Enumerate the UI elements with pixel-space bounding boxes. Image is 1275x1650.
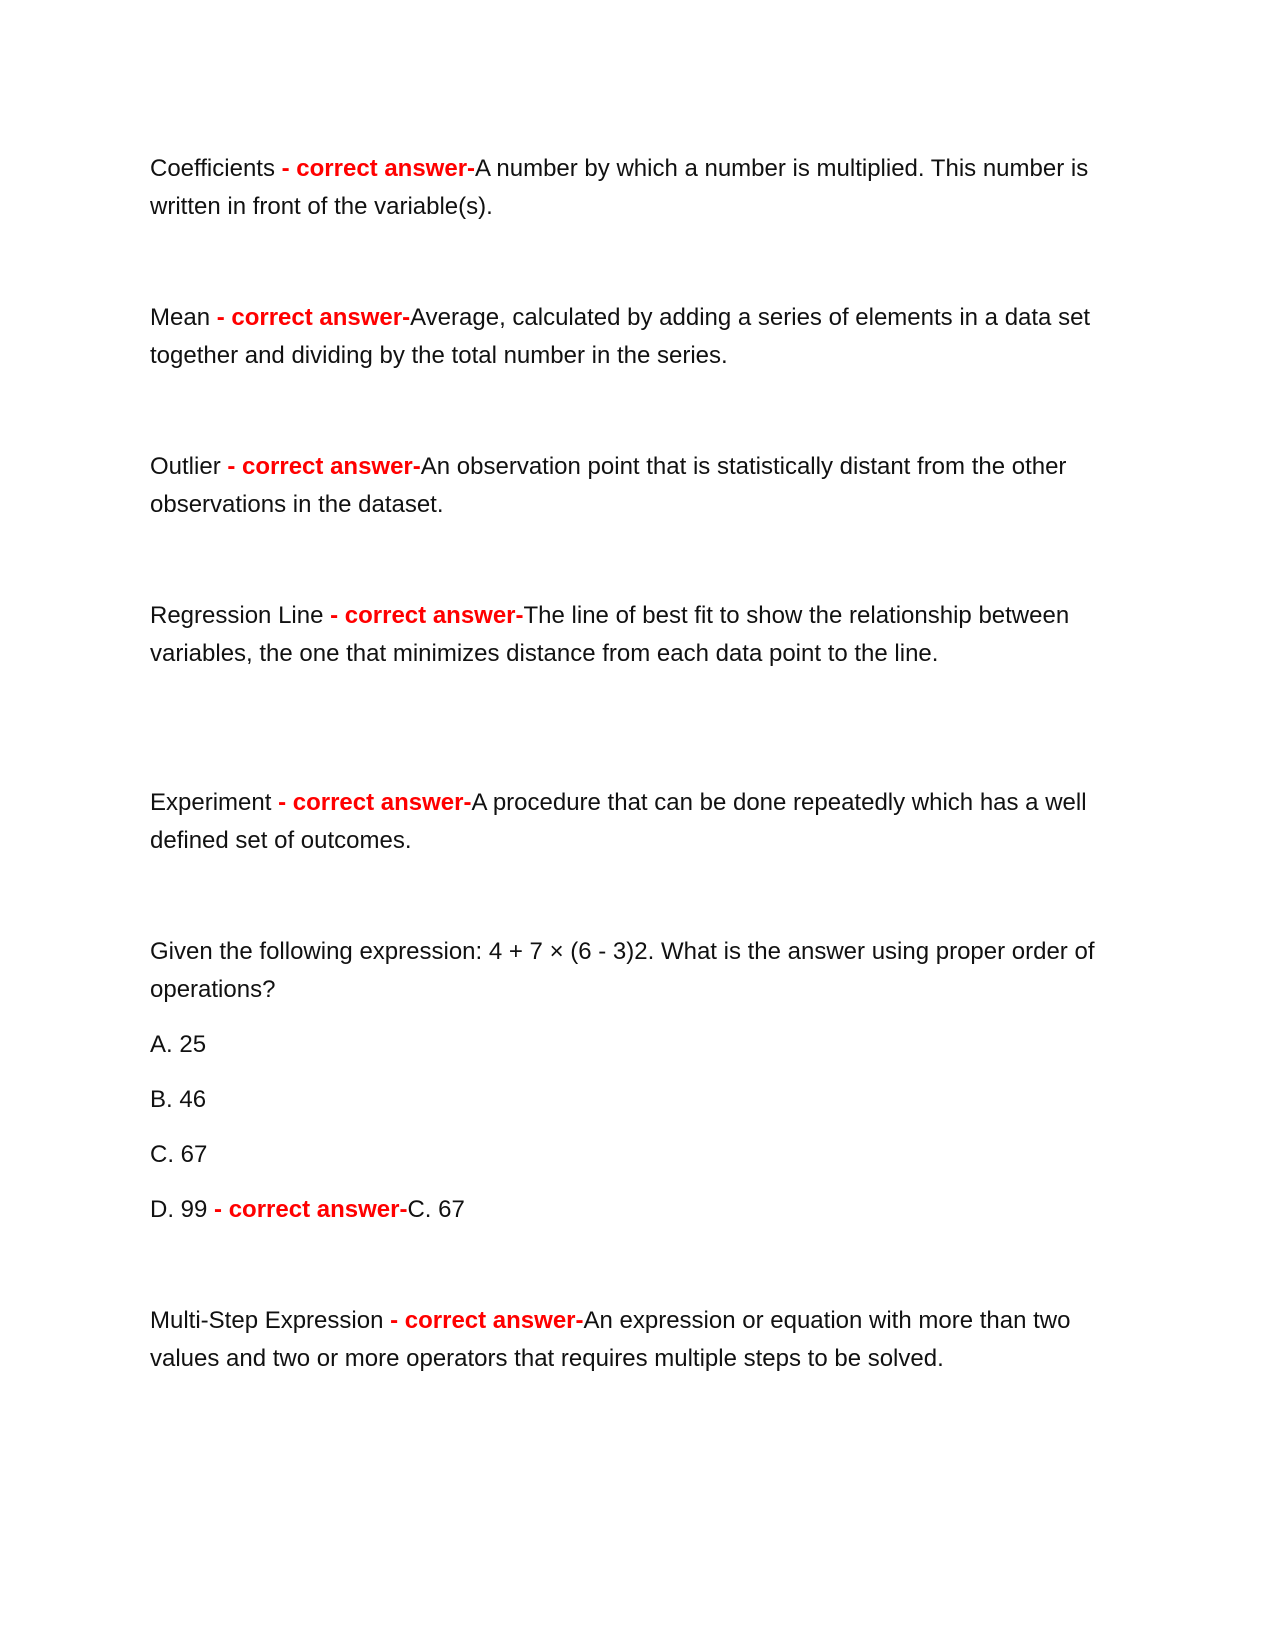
term: Outlier: [150, 453, 228, 480]
definition: The line of best fit to show the relationship between variables, the one that minimizes distance from each data point to the line.: [150, 602, 1070, 667]
flashcard-regression-line: [150, 597, 1140, 673]
definition: An observation point that is statistically distant from the other observations in the dataset.: [150, 453, 1067, 518]
flashcard-mean: [150, 299, 1140, 375]
term: Regression Line: [150, 602, 331, 629]
option-d-with-answer: [150, 1191, 465, 1229]
flashcard-experiment: [150, 784, 1140, 860]
flashcard-outlier: [150, 448, 1140, 524]
term: Coefficients: [150, 155, 282, 182]
term: Mean: [150, 304, 217, 331]
answer-marker: - correct answer-: [278, 789, 472, 816]
definition: Average, calculated by adding a series of elements in a data set together and dividing by the total number in the series.: [150, 304, 1091, 369]
flashcard-coefficients: [150, 150, 1140, 226]
answer-marker: - correct answer-: [390, 1307, 584, 1334]
definition: An expression or equation with more than two values and two or more operators that requires multiple steps to be solved.: [150, 1307, 1071, 1372]
flashcard-multi-step-expression: [150, 1302, 1140, 1378]
option-c: C. 67: [150, 1141, 208, 1168]
answer-marker: - correct answer-: [330, 602, 524, 629]
option-d: D. 99: [150, 1196, 215, 1223]
definition: A number by which a number is multiplied. This number is written in front of the variable(s).: [150, 155, 1089, 220]
answer-marker: - correct answer-: [281, 155, 476, 182]
option-b: B. 46: [150, 1086, 207, 1113]
answer-marker: - correct answer-: [216, 304, 411, 331]
option-a: A. 25: [150, 1031, 207, 1058]
question-text: Given the following expression: 4 + 7 × (6 - 3)2. What is the answer using proper order of operations?: [150, 938, 1095, 1003]
answer-marker: - correct answer-: [214, 1196, 408, 1223]
answer-marker: - correct answer-: [227, 453, 421, 480]
term: Experiment: [150, 789, 279, 816]
term: Multi-Step Expression: [150, 1307, 391, 1334]
answer: C. 67: [407, 1196, 465, 1223]
definition: A procedure that can be done repeatedly which has a well defined set of outcomes.: [150, 789, 1087, 854]
